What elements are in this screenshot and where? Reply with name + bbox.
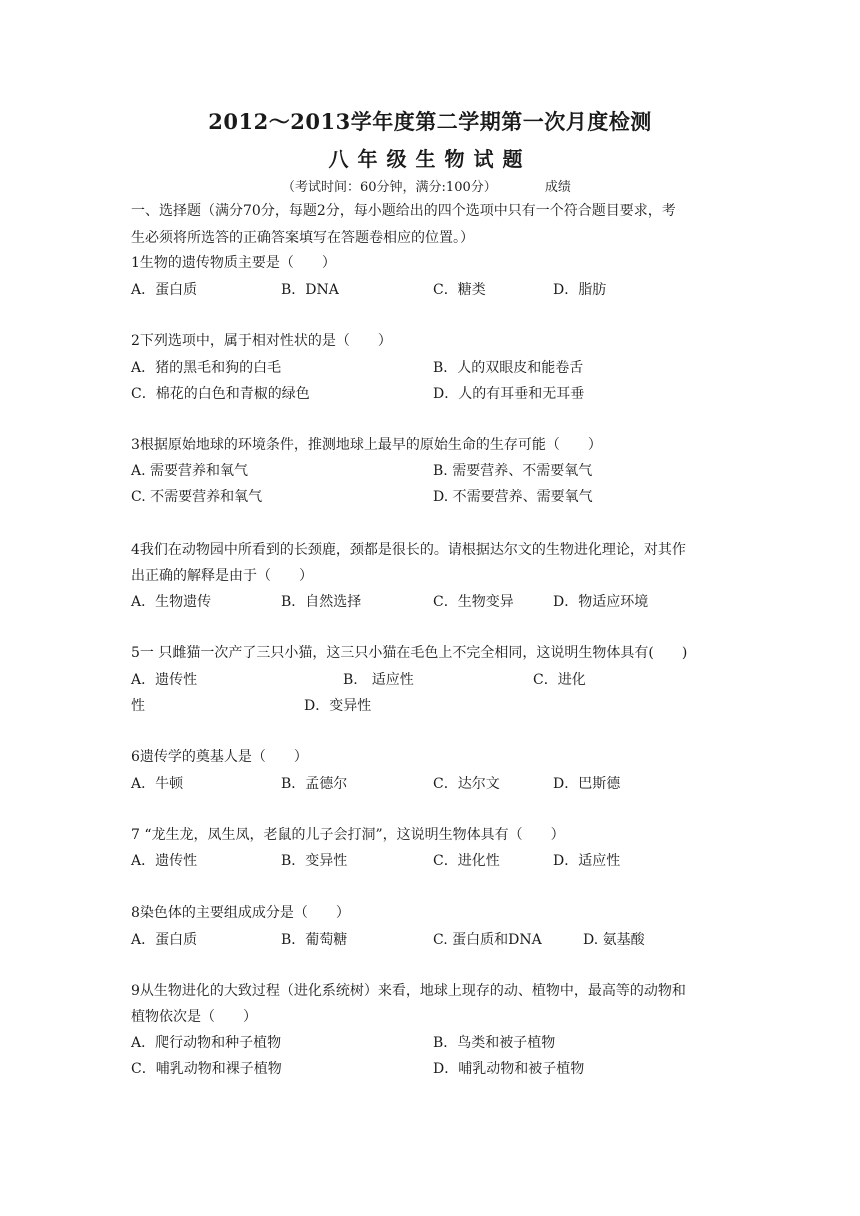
q9-option-d: D．哺乳动物和被子植物 xyxy=(433,1061,585,1077)
question-6: 6遗传学的奠基人是（ ） xyxy=(131,749,308,765)
q8-option-d: D. 氨基酸 xyxy=(583,932,645,948)
question-3: 3根据原始地球的环境条件，推测地球上最早的原始生命的生存可能（ ） xyxy=(131,437,602,453)
q3-option-d: D. 不需要营养、需要氧气 xyxy=(433,489,593,505)
question-2: 2下列选项中，属于相对性状的是（ ） xyxy=(131,333,392,349)
q5-option-b: B. 适应性 xyxy=(343,672,414,688)
q8-option-b: B．葡萄糖 xyxy=(281,932,348,948)
q7-option-c: C．进化性 xyxy=(433,853,500,869)
q9-option-c: C．哺乳动物和裸子植物 xyxy=(131,1061,282,1077)
q3-option-c: C. 不需要营养和氧气 xyxy=(131,489,263,505)
section-instructions-line2: 生必须将所选答的正确答案填写在答题卷相应的位置。） xyxy=(131,230,474,246)
question-7: 7 “龙生龙，凤生凤，老鼠的儿子会打洞”，这说明生物体具有（ ） xyxy=(131,827,565,843)
q9-option-a: A．爬行动物和种子植物 xyxy=(131,1035,282,1051)
q2-option-d: D．人的有耳垂和无耳垂 xyxy=(433,386,585,402)
q1-option-a: A．蛋白质 xyxy=(131,282,198,298)
q5-option-d: D．变异性 xyxy=(304,698,372,714)
q4-option-a: A．生物遗传 xyxy=(131,594,212,610)
q4-option-c: C．生物变异 xyxy=(433,594,514,610)
q3-option-b: B. 需要营养、不需要氧气 xyxy=(433,463,593,479)
exam-title: 2012～2013学年度第二学期第一次月度检测 xyxy=(208,109,652,134)
q1-option-d: D．脂肪 xyxy=(553,282,607,298)
q6-option-c: C．达尔文 xyxy=(433,776,500,792)
question-4-cont: 出正确的解释是由于（ ） xyxy=(131,568,313,584)
q8-option-a: A．蛋白质 xyxy=(131,932,198,948)
q7-option-a: A．遗传性 xyxy=(131,853,198,869)
q6-option-d: D．巴斯德 xyxy=(553,776,621,792)
question-9-cont: 植物依次是（ ） xyxy=(131,1009,257,1025)
score-label: 成绩 xyxy=(544,180,571,195)
q8-option-c: C. 蛋白质和DNA xyxy=(433,932,542,948)
q5-option-c-wrap: 性 xyxy=(131,698,145,714)
q4-option-d: D．物适应环境 xyxy=(553,594,649,610)
section-instructions-line1: 一、选择题（满分70分，每题2分，每小题给出的四个选项中只有一个符合题目要求，考 xyxy=(131,203,676,219)
q1-option-b: B．DNA xyxy=(281,282,339,298)
q5-option-a: A．遗传性 xyxy=(131,672,198,688)
q7-option-d: D．适应性 xyxy=(553,853,621,869)
q2-option-b: B．人的双眼皮和能卷舌 xyxy=(433,360,584,376)
question-4: 4我们在动物园中所看到的长颈鹿，颈都是很长的。请根据达尔文的生物进化理论，对其作 xyxy=(131,542,686,558)
exam-subtitle: 八年级生物试题 xyxy=(328,147,532,171)
q4-option-b: B．自然选择 xyxy=(281,594,362,610)
question-5: 5一 只雌猫一次产了三只小猫，这三只小猫在毛色上不完全相同，这说明生物体具有( ) xyxy=(131,645,688,661)
q2-option-c: C．棉花的白色和青椒的绿色 xyxy=(131,386,310,402)
q3-option-a: A. 需要营养和氧气 xyxy=(131,463,249,479)
q7-option-b: B．变异性 xyxy=(281,853,348,869)
question-8: 8染色体的主要组成成分是（ ） xyxy=(131,905,350,921)
exam-meta xyxy=(282,176,571,195)
q5-option-c: C．进化 xyxy=(533,672,586,688)
q1-option-c: C．糖类 xyxy=(433,282,486,298)
q2-option-a: A．猪的黑毛和狗的白毛 xyxy=(131,360,282,376)
question-1: 1生物的遗传物质主要是（ ） xyxy=(131,255,336,271)
q6-option-b: B．孟德尔 xyxy=(281,776,348,792)
q6-option-a: A．牛顿 xyxy=(131,776,184,792)
question-9: 9从生物进化的大致过程（进化系统树）来看，地球上现存的动、植物中，最高等的动物和 xyxy=(131,983,686,999)
q9-option-b: B．鸟类和被子植物 xyxy=(433,1035,556,1051)
exam-info: （考试时间：60分钟，满分:100分） xyxy=(282,180,497,195)
